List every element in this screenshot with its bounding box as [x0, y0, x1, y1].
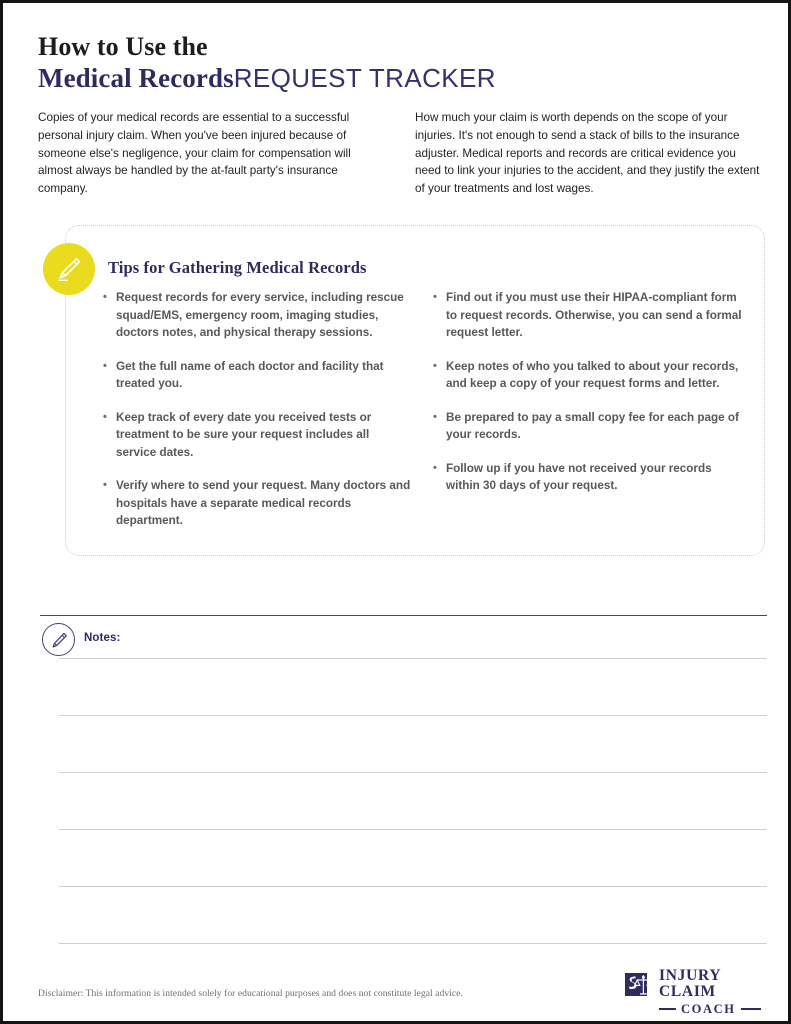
highlighter-pencil-icon	[43, 243, 95, 295]
note-line[interactable]	[59, 829, 767, 830]
pencil-icon	[42, 623, 75, 656]
list-item-text: Get the full name of each doctor and facility that treated you.	[116, 359, 384, 391]
tips-column-left	[102, 289, 412, 530]
tips-heading: Tips for Gathering Medical Records	[108, 258, 367, 277]
bullet-glyph: •	[433, 461, 437, 474]
note-line[interactable]	[59, 772, 767, 773]
scales-of-justice-icon	[625, 971, 655, 999]
bullet-glyph: •	[103, 410, 107, 423]
tips-list-right	[432, 289, 742, 495]
list-item	[102, 289, 412, 342]
bullet-glyph: •	[103, 291, 107, 303]
note-line[interactable]	[59, 715, 767, 716]
note-line[interactable]	[59, 943, 767, 944]
intro-paragraph-left: Copies of your medical records are essential to a successful personal injury claim. When you've been injured because of someone else's negligence, your claim for compensation will almost always be handled by the at-fault party's insurance company.	[38, 111, 351, 196]
list-item-text: Verify where to send your request. Many doctors and hospitals have a separate medical records department.	[116, 479, 411, 528]
disclaimer-text: Disclaimer: This information is intended solely for educational purposes and does not constitute legal advice.	[38, 988, 463, 999]
logo-rule-left	[659, 1008, 676, 1010]
list-item	[432, 289, 742, 342]
page-title	[38, 33, 738, 93]
title-line-2	[38, 64, 738, 92]
logo-rule-right	[741, 1008, 761, 1010]
notes-top-divider	[40, 615, 767, 616]
list-item-text: Keep notes of who you talked to about your records, and keep a copy of your request forms and letter.	[446, 359, 739, 391]
brand-logo	[625, 967, 771, 1016]
document-sheet	[11, 11, 786, 1019]
list-item	[432, 460, 742, 495]
list-item-text: Keep track of every date you received tests or treatment to be sure your request includes all service dates.	[116, 410, 372, 459]
bullet-glyph: •	[433, 410, 437, 423]
bullet-glyph: •	[103, 359, 107, 372]
title-strong-text: Medical Records	[38, 63, 234, 94]
bullet-glyph: •	[433, 359, 437, 372]
title-light-text: REQUEST TRACKER	[233, 63, 496, 94]
intro-paragraph-right: How much your claim is worth depends on the scope of your injuries. It's not enough to send a stack of bills to the insurance adjuster. Medical reports and records are critical evidence you need to link your injuries to the accident, and they justify the extent of your treatments and lost wages.	[415, 111, 760, 196]
list-item-text: Request records for every service, including rescue squad/EMS, emergency room, imaging studies, doctors notes, and physical therapy sessions.	[116, 291, 404, 340]
note-line[interactable]	[59, 658, 767, 659]
list-item-text: Find out if you must use their HIPAA-compliant form to request records. Otherwise, you can send a formal request letter.	[446, 291, 742, 340]
list-item	[432, 358, 742, 393]
tips-list-left	[102, 289, 412, 530]
list-item	[102, 358, 412, 393]
tips-column-right	[432, 289, 742, 495]
logo-name: INJURY CLAIM	[659, 967, 721, 1001]
list-item	[102, 409, 412, 462]
logo-subtitle-row	[659, 1003, 771, 1016]
bullet-glyph: •	[433, 291, 437, 303]
bullet-glyph: •	[103, 479, 107, 492]
logo-subtitle: COACH	[681, 1001, 736, 1016]
note-line[interactable]	[59, 886, 767, 887]
notes-label: Notes:	[84, 632, 121, 644]
list-item	[432, 409, 742, 444]
title-line-1: How to Use the	[38, 32, 208, 61]
logo-wordmark	[659, 968, 771, 1015]
list-item-text: Follow up if you have not received your records within 30 days of your request.	[446, 461, 712, 493]
list-item-text: Be prepared to pay a small copy fee for each page of your records.	[446, 410, 739, 442]
list-item	[102, 477, 412, 530]
